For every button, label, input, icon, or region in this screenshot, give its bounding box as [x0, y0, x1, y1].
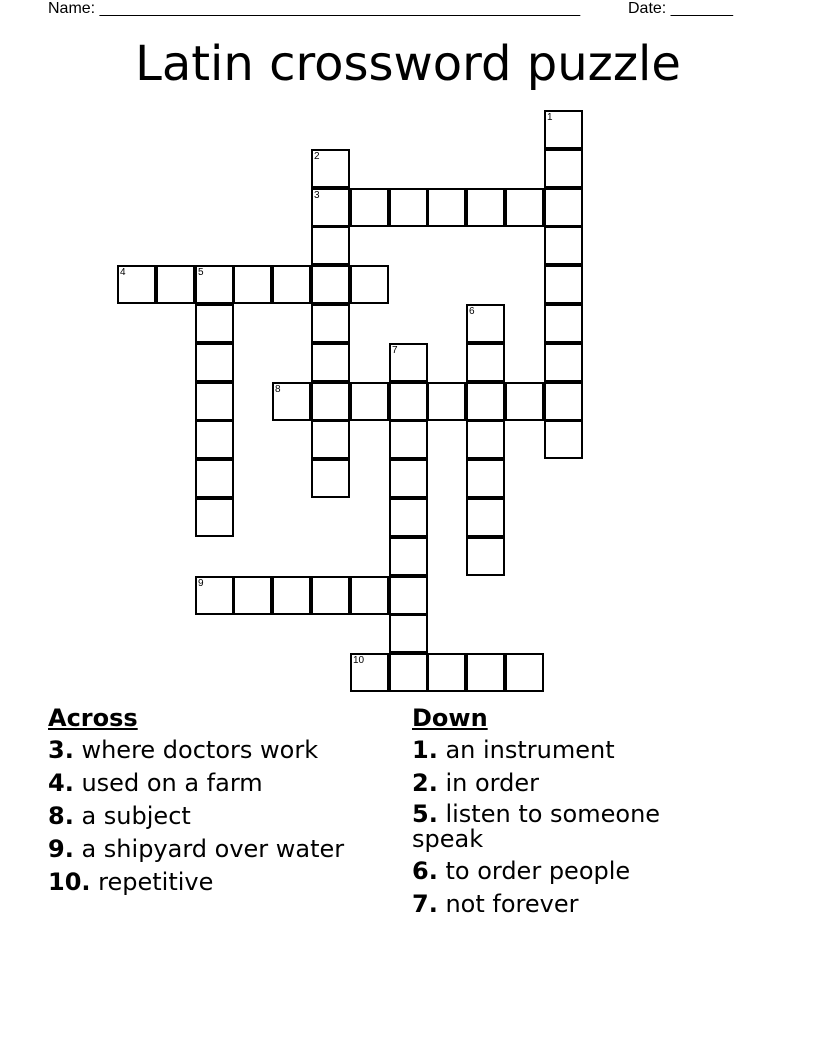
crossword-cell[interactable]	[350, 576, 389, 615]
crossword-cell[interactable]	[272, 265, 311, 304]
crossword-cell[interactable]	[389, 614, 428, 653]
crossword-cell[interactable]	[350, 382, 389, 421]
clue-text: where doctors work	[81, 736, 319, 764]
cell-number: 4	[120, 267, 126, 278]
clue-text: in order	[445, 769, 539, 797]
crossword-cell[interactable]	[350, 265, 389, 304]
crossword-cell[interactable]	[389, 653, 428, 692]
clue-number: 2.	[412, 769, 438, 797]
across-clues	[48, 702, 388, 901]
crossword-cell[interactable]	[544, 149, 583, 188]
crossword-cell[interactable]	[466, 537, 505, 576]
clue-text: an instrument	[445, 736, 615, 764]
crossword-cell[interactable]	[466, 498, 505, 537]
clue-down-2	[412, 769, 712, 802]
crossword-cell[interactable]	[195, 304, 234, 343]
crossword-cell[interactable]	[195, 459, 234, 498]
crossword-cell[interactable]	[466, 420, 505, 459]
down-heading: Down	[412, 704, 488, 732]
crossword-cell[interactable]	[544, 343, 583, 382]
clue-down-6	[412, 857, 712, 890]
cell-number: 3	[314, 190, 320, 201]
clue-number: 5.	[412, 800, 438, 828]
crossword-cell[interactable]	[466, 343, 505, 382]
clue-across-8	[48, 802, 388, 835]
crossword-cell[interactable]	[311, 420, 350, 459]
clue-number: 6.	[412, 857, 438, 885]
crossword-cell[interactable]	[427, 382, 466, 421]
clue-across-10	[48, 868, 388, 901]
across-heading: Across	[48, 704, 138, 732]
crossword-cell[interactable]	[466, 459, 505, 498]
crossword-cell[interactable]	[505, 188, 544, 227]
crossword-cell[interactable]	[544, 110, 583, 149]
crossword-cell[interactable]	[311, 304, 350, 343]
crossword-cell[interactable]	[311, 382, 350, 421]
crossword-cell[interactable]	[505, 382, 544, 421]
clue-number: 8.	[48, 802, 74, 830]
clue-across-9	[48, 835, 388, 868]
crossword-cell[interactable]	[466, 304, 505, 343]
cell-number: 7	[392, 345, 398, 356]
cell-number: 2	[314, 151, 320, 162]
crossword-cell[interactable]	[156, 265, 195, 304]
crossword-cell[interactable]	[195, 382, 234, 421]
clue-number: 4.	[48, 769, 74, 797]
crossword-cell[interactable]	[389, 498, 428, 537]
name-label: Name:	[48, 0, 96, 17]
crossword-cell[interactable]	[311, 459, 350, 498]
crossword-cell[interactable]	[389, 343, 428, 382]
clue-number: 9.	[48, 835, 74, 863]
crossword-cell[interactable]	[233, 265, 272, 304]
clue-number: 1.	[412, 736, 438, 764]
clue-text: not forever	[445, 890, 579, 918]
crossword-cell[interactable]	[311, 265, 350, 304]
crossword-cell[interactable]	[195, 420, 234, 459]
crossword-cell[interactable]	[195, 343, 234, 382]
crossword-cell[interactable]	[311, 343, 350, 382]
crossword-cell[interactable]	[195, 265, 234, 304]
clue-number: 10.	[48, 868, 91, 896]
clue-number: 7.	[412, 890, 438, 918]
crossword-cell[interactable]	[389, 382, 428, 421]
clue-text: repetitive	[98, 868, 214, 896]
crossword-cell[interactable]	[389, 576, 428, 615]
crossword-cell[interactable]	[544, 226, 583, 265]
crossword-cell[interactable]	[350, 188, 389, 227]
cell-number: 5	[198, 267, 204, 278]
clue-across-3	[48, 736, 388, 769]
cell-number: 8	[275, 384, 281, 395]
clue-text: a subject	[81, 802, 191, 830]
clue-text: listen to someone speak	[412, 800, 661, 853]
crossword-cell[interactable]	[311, 149, 350, 188]
crossword-cell[interactable]	[427, 188, 466, 227]
crossword-cell[interactable]	[272, 382, 311, 421]
cell-number: 1	[547, 112, 553, 123]
crossword-cell[interactable]	[389, 188, 428, 227]
crossword-cell[interactable]	[544, 188, 583, 227]
crossword-cell[interactable]	[311, 576, 350, 615]
clue-number: 3.	[48, 736, 74, 764]
date-blank[interactable]: _______	[670, 0, 733, 17]
crossword-cell[interactable]	[466, 188, 505, 227]
crossword-cell[interactable]	[195, 576, 234, 615]
cell-number: 10	[353, 655, 365, 666]
clue-down-7	[412, 890, 712, 923]
crossword-cell[interactable]	[544, 420, 583, 459]
page-title: Latin crossword puzzle	[135, 36, 681, 92]
clue-text: to order people	[445, 857, 631, 885]
down-clues	[412, 702, 712, 923]
crossword-cell[interactable]	[505, 653, 544, 692]
crossword-cell[interactable]	[466, 382, 505, 421]
date-label: Date:	[628, 0, 667, 17]
crossword-cell[interactable]	[389, 537, 428, 576]
clue-down-1	[412, 736, 712, 769]
crossword-cell[interactable]	[389, 459, 428, 498]
cell-number: 9	[198, 578, 204, 589]
crossword-cell[interactable]	[466, 653, 505, 692]
crossword-cell[interactable]	[117, 265, 156, 304]
crossword-cell[interactable]	[195, 498, 234, 537]
clue-across-4	[48, 769, 388, 802]
clue-text: a shipyard over water	[81, 835, 345, 863]
crossword-cell[interactable]	[544, 382, 583, 421]
crossword-cell[interactable]	[389, 420, 428, 459]
crossword-cell[interactable]	[311, 226, 350, 265]
crossword-cell[interactable]	[272, 576, 311, 615]
clue-down-5	[412, 802, 712, 857]
cell-number: 6	[469, 306, 475, 317]
clue-text: used on a farm	[81, 769, 263, 797]
crossword-cell[interactable]	[544, 265, 583, 304]
crossword-cell[interactable]	[427, 653, 466, 692]
crossword-cell[interactable]	[311, 188, 350, 227]
crossword-cell[interactable]	[233, 576, 272, 615]
crossword-cell[interactable]	[350, 653, 389, 692]
name-blank[interactable]: ______________________________________________________	[99, 0, 581, 17]
crossword-cell[interactable]	[544, 304, 583, 343]
